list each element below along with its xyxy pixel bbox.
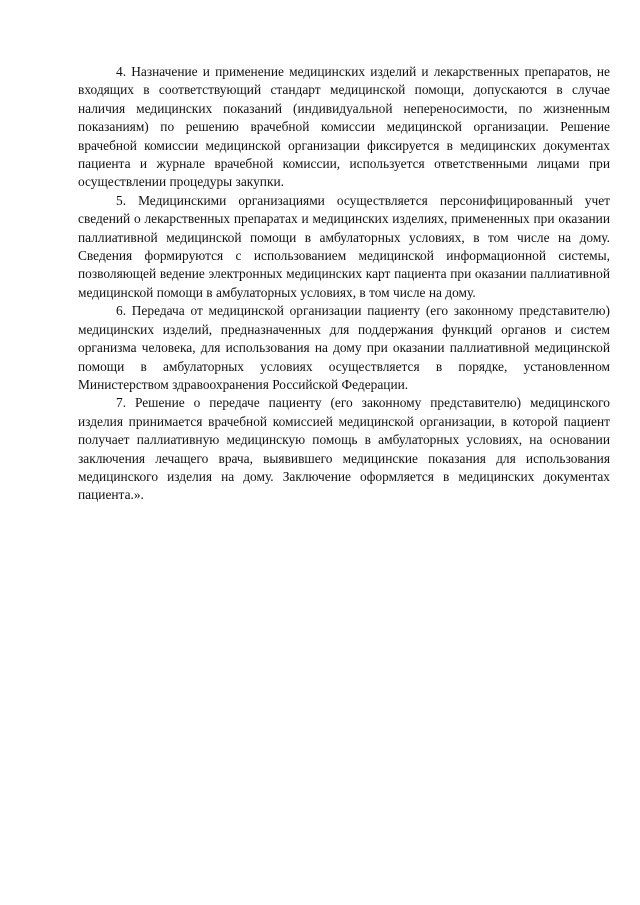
paragraph-5: 5. Медицинскими организациями осуществляется персонифицированный учет сведений о лекарственных препаратах и медицинских изделиях, примененных при оказании паллиативной медицинской помощи в амбулаторных условиях, в том числе на дому. Сведения формируются с использованием медицинской информационной системы, позволяющей ведение электронных медицинских карт пациента при оказании паллиативной медицинской помощи в амбулаторных условиях, в том числе на дому. [78, 192, 610, 300]
document-body [78, 63, 610, 505]
paragraph-7: 7. Решение о передаче пациенту (его законному представителю) медицинского изделия принимается врачебной комиссией медицинской организации, в которой пациент получает паллиативную медицинскую помощь в амбулаторных условиях, на основании заключения лечащего врача, выявившего медицинские показания для использования медицинского изделия на дому. Заключение оформляется в медицинских документах пациента.». [78, 395, 610, 503]
paragraph-4: 4. Назначение и применение медицинских изделий и лекарственных препаратов, не входящих в соответствующий стандарт медицинской помощи, допускаются в случае наличия медицинских показаний (индивидуальной непереносимости, по жизненным показаниям) по решению врачебной комиссии медицинской организации. Решение врачебной комиссии медицинской организации фиксируется в медицинских документах пациента и журнале врачебной комиссии, используется ответственными лицами при осуществлении процедуры закупки. [78, 64, 610, 190]
paragraph-6: 6. Передача от медицинской организации пациенту (его законному представителю) медицинских изделий, предназначенных для поддержания функций органов и систем организма человека, для использования на дому при оказании паллиативной медицинской помощи в амбулаторных условиях осуществляется в порядке, установленном Министерством здравоохранения Российской Федерации. [78, 303, 610, 392]
